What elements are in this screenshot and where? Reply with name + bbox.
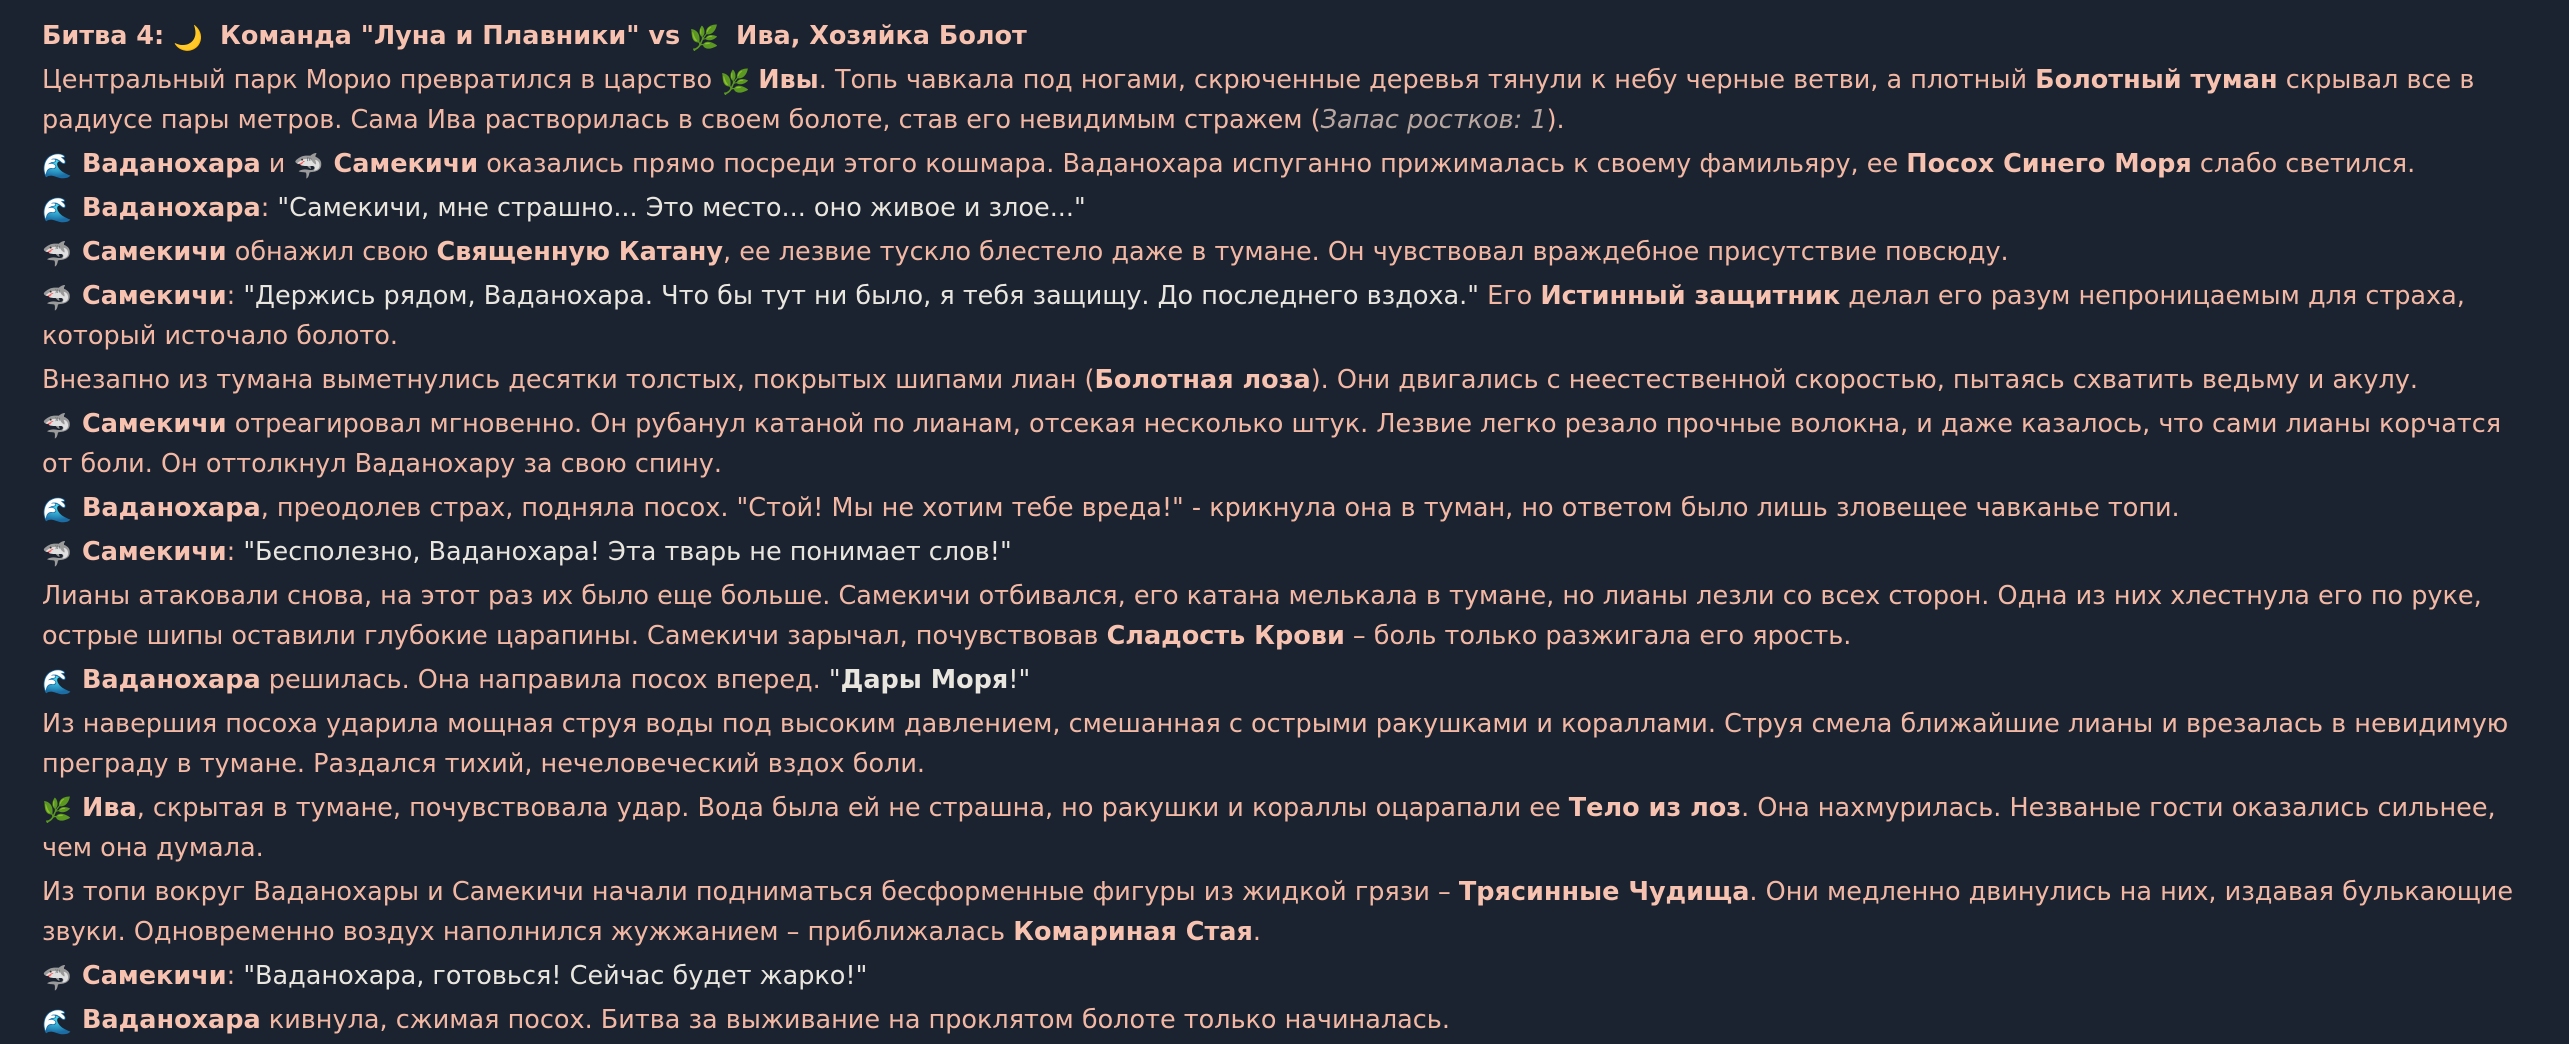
- quote: "Бесполезно, Ваданохара! Эта тварь не понимает слов!": [243, 537, 1012, 567]
- text: Из топи вокруг Ваданохары и Самекичи начали подниматься бесформенные фигуры из жидкой грязи –: [42, 877, 1459, 907]
- text: :: [226, 961, 244, 991]
- name-samekichi: Самекичи: [82, 537, 227, 567]
- item-staff: Посох Синего Моря: [1906, 149, 2192, 179]
- name-samekichi: Самекичи: [82, 961, 227, 991]
- text: оказались прямо посреди этого кошмара. Ваданохара испуганно прижималась к своему фамильяру, ее: [478, 149, 1907, 179]
- shark-icon: 🦈: [293, 152, 324, 180]
- text: , скрытая в тумане, почувствовала удар. Вода была ей не страшна, но ракушки и кораллы оцарапали ее: [136, 793, 1569, 823]
- text: . Топь чавкала под ногами, скрюченные деревья тянули к небу черные ветви, а плотный: [818, 65, 2036, 95]
- name-vadanohara: Ваданохара: [82, 149, 261, 179]
- wave-icon: 🌊: [42, 196, 72, 224]
- dialogue-samekichi-2: [42, 532, 2522, 572]
- wave-icon: 🌊: [42, 668, 72, 696]
- text: Внезапно из тумана выметнулись десятки толстых, покрытых шипами лиан (: [42, 365, 1095, 395]
- wave-icon: 🌊: [42, 152, 72, 180]
- wave-icon: 🌊: [42, 496, 72, 524]
- name-vadanohara: Ваданохара: [82, 1005, 261, 1035]
- paragraph-ending: [42, 1000, 2522, 1040]
- quote: "Держись рядом, Ваданохара. Что бы тут ни было, я тебя защищу. До последнего вздоха.": [243, 281, 1480, 311]
- opponent-name: Ива, Хозяйка Болот: [727, 21, 1027, 51]
- text: Его: [1479, 281, 1541, 311]
- dialogue-samekichi: [42, 276, 2522, 356]
- herb-icon: 🌿: [42, 796, 72, 824]
- paragraph-vines-attack: [42, 576, 2522, 656]
- quote-close: !": [1008, 665, 1031, 695]
- text: ). Они двигались с неестественной скоростью, пытаясь схватить ведьму и акулу.: [1310, 365, 2418, 395]
- text: Лианы атаковали снова, на этот раз их было еще больше. Самекичи отбивался, его катана мелькала в тумане, но лианы лезли со всех сторон. Одна из них хлестнула его по руке, острые шипы оставили глубокие царапины. Самекичи зарычал, почувствовав: [42, 581, 2482, 651]
- battle-number: Битва 4:: [42, 21, 174, 51]
- trait-vine-body: Тело из лоз: [1568, 793, 1742, 823]
- wave-icon: 🌊: [42, 1008, 72, 1036]
- trait-true-protector: Истинный защитник: [1540, 281, 1841, 311]
- paragraph-water-strike: [42, 704, 2522, 784]
- skill-gifts-of-sea: Дары Моря: [840, 665, 1009, 695]
- herb-icon: 🌿: [720, 68, 751, 96]
- term-bog-monsters: Трясинные Чудища: [1458, 877, 1750, 907]
- paragraph-katana: [42, 232, 2522, 272]
- shark-icon: 🦈: [42, 412, 72, 440]
- battle-title: [42, 16, 2522, 56]
- text: Центральный парк Морио превратился в царство: [42, 65, 721, 95]
- text: и: [260, 149, 294, 179]
- text: делал его разум непроницаемым для страха, который источало болото.: [42, 281, 2465, 351]
- paragraph-vines: [42, 360, 2522, 400]
- text: решилась. Она направила посох вперед.: [260, 665, 829, 695]
- name-samekichi: Самекичи: [82, 281, 227, 311]
- text: :: [260, 193, 278, 223]
- paragraph-gifts-of-sea: [42, 660, 2522, 700]
- name-samekichi: Самекичи: [82, 237, 227, 267]
- name-iva: Ивы: [758, 65, 819, 95]
- text: , преодолев страх, подняла посох. "Стой! Мы не хотим тебе вреда!" - крикнула она в туман, но ответом было лишь зловещее чавканье топи.: [260, 493, 2180, 523]
- team-name: Команда "Луна и Плавники" vs: [211, 21, 690, 51]
- text: слабо светился.: [2191, 149, 2416, 179]
- text: ).: [1546, 105, 1565, 135]
- text: . Она нахмурилась. Незваные гости оказались сильнее, чем она думала.: [42, 793, 2496, 863]
- text: :: [226, 537, 244, 567]
- story-document: [42, 16, 2522, 1044]
- paragraph-samekichi-reacts: [42, 404, 2522, 484]
- paragraph-heroes: [42, 144, 2522, 184]
- text: . Они медленно двинулись на них, издавая булькающие звуки. Одновременно воздух наполнился жужжанием – приближалась: [42, 877, 2514, 947]
- text: :: [226, 281, 244, 311]
- name-vadanohara: Ваданохара: [82, 665, 261, 695]
- text: скрывал все в радиусе пары метров. Сама Ива растворилась в своем болоте, став его невидимым стражем (: [42, 65, 2475, 135]
- paragraph-iva-hit: [42, 788, 2522, 868]
- name-vadanohara: Ваданохара: [82, 493, 261, 523]
- name-samekichi: Самекичи: [82, 409, 227, 439]
- term-mosquito-swarm: Комариная Стая: [1013, 917, 1253, 947]
- paragraph-intro: [42, 60, 2522, 140]
- herb-icon: 🌿: [689, 24, 720, 52]
- paragraph-vadanohara-raises-staff: [42, 488, 2522, 528]
- shark-icon: 🦈: [42, 540, 72, 568]
- shark-icon: 🦈: [42, 240, 72, 268]
- moon-icon: 🌙: [173, 24, 204, 52]
- name-samekichi: Самекичи: [333, 149, 479, 179]
- name-iva: Ива: [82, 793, 137, 823]
- text: – боль только разжигала его ярость.: [1344, 621, 1852, 651]
- term-swamp-fog: Болотный туман: [2035, 65, 2278, 95]
- paragraph-mud-monsters: [42, 872, 2522, 952]
- text: , ее лезвие тускло блестело даже в тумане. Он чувствовал враждебное присутствие повсюду.: [723, 237, 2009, 267]
- dialogue-samekichi-3: [42, 956, 2522, 996]
- name-vadanohara: Ваданохара: [82, 193, 261, 223]
- dialogue-vadanohara: [42, 188, 2522, 228]
- text: кивнула, сжимая посох. Битва за выживание на проклятом болоте только начиналась.: [260, 1005, 1450, 1035]
- quote: "Ваданохара, готовься! Сейчас будет жарко!": [243, 961, 868, 991]
- quote: "Самекичи, мне страшно... Это место... оно живое и злое...": [277, 193, 1086, 223]
- text: обнажил свою: [226, 237, 437, 267]
- text: отреагировал мгновенно. Он рубанул катаной по лианам, отсекая несколько штук. Лезвие легко резало прочные волокна, и даже казалось, что сами лианы корчатся от боли. Он оттолкнул Ваданохару за свою спину.: [42, 409, 2502, 479]
- quote-open: ": [828, 665, 841, 695]
- shark-icon: 🦈: [42, 964, 72, 992]
- trait-blood-sweetness: Сладость Крови: [1106, 621, 1345, 651]
- text: Из навершия посоха ударила мощная струя воды под высоким давлением, смешанная с острыми ракушками и кораллами. Струя смела ближайшие лианы и врезалась в невидимую преграду в тумане. Раздался тихий, нечеловеческий вздох боли.: [42, 709, 2509, 779]
- sprout-reserve: Запас ростков: 1: [1320, 105, 1547, 135]
- item-katana: Священную Катану: [436, 237, 724, 267]
- shark-icon: 🦈: [42, 284, 72, 312]
- term-swamp-vine: Болотная лоза: [1094, 365, 1311, 395]
- text: .: [1252, 917, 1261, 947]
